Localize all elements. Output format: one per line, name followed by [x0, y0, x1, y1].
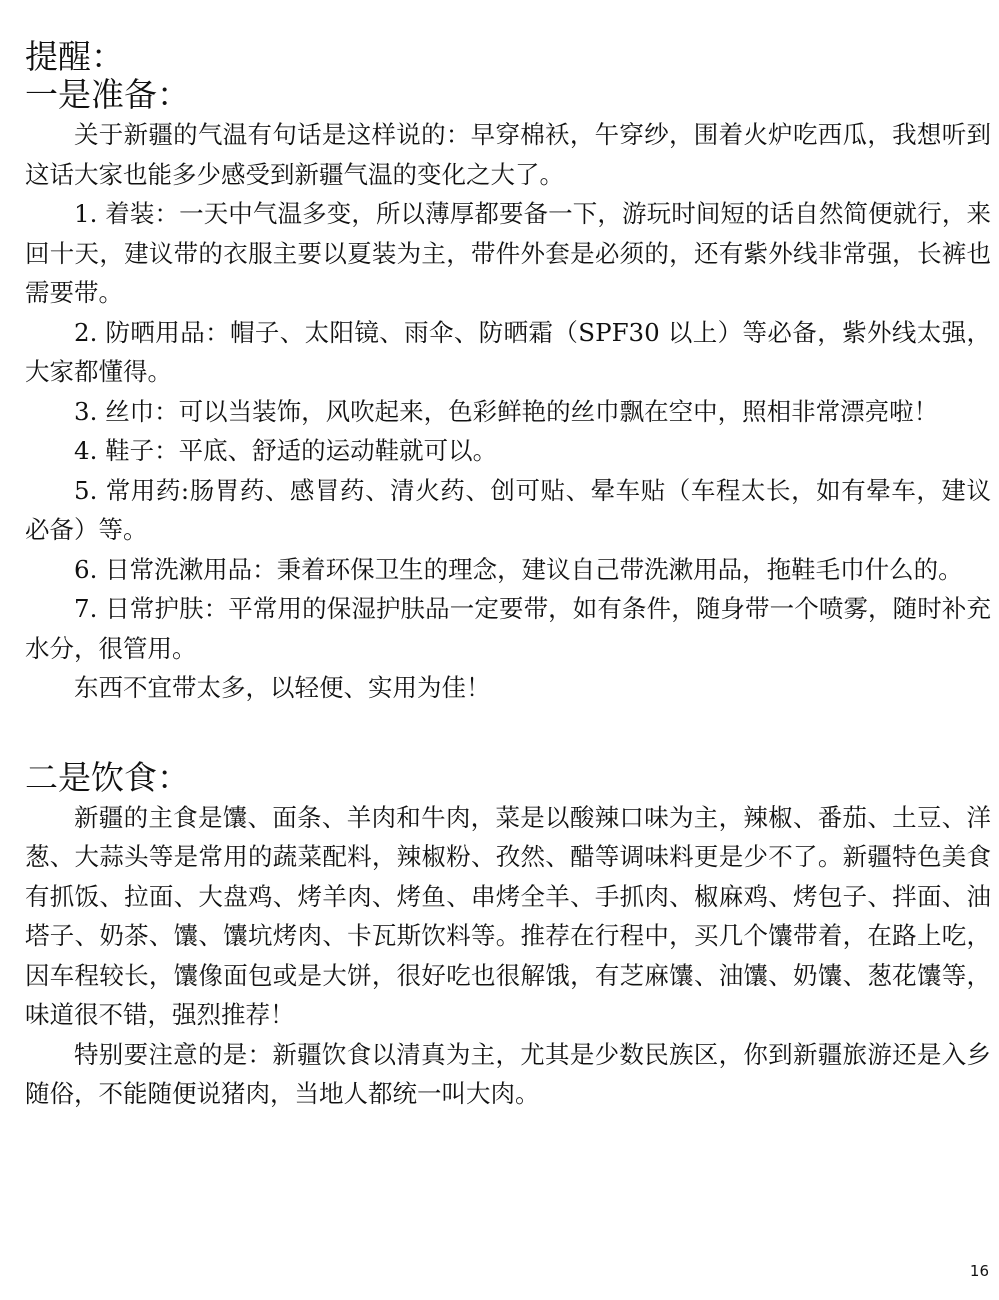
- clothing-paragraph: 1. 着装：一天中气温多变，所以薄厚都要备一下，游玩时间短的话自然简便就行，来回十天，建议带的衣服主要以夏装为主，带件外套是必须的，还有紫外线非常强，长裤也需要带。: [25, 199, 991, 307]
- reminder-heading: 提醒：: [25, 37, 124, 76]
- preparation-heading: 一是准备：: [25, 75, 190, 114]
- food-overview-paragraph: 新疆的主食是馕、面条、羊肉和牛肉，菜是以酸辣口味为主，辣椒、番茄、土豆、洋葱、大蒜头等是常用的蔬菜配料，辣椒粉、孜然、醋等调味料更是少不了。新疆特色美食有抓饭、拉面、大盘鸡、烤羊肉、烤鱼、串烤全羊、手抓肉、椒麻鸡、烤包子、拌面、油塔子、奶茶、馕、馕坑烤肉、卡瓦斯饮料等。推荐在行程中，买几个馕带着，在路上吃，因车程较长，馕像面包或是大饼，很好吃也很解饿，有芝麻馕、油馕、奶馕、葱花馕等，味道很不错，强烈推荐！: [25, 802, 991, 1029]
- toiletries-paragraph: 6. 日常洗漱用品：秉着环保卫生的理念，建议自己带洗漱用品，拖鞋毛巾什么的。: [74, 554, 963, 584]
- food-notice-paragraph: 特别要注意的是：新疆饮食以清真为主，尤其是少数民族区，你到新疆旅游还是入乡随俗，不能随便说猪肉，当地人都统一叫大肉。: [25, 1039, 991, 1108]
- sun-protection-paragraph: 2. 防晒用品：帽子、太阳镜、雨伞、防晒霜（SPF30 以上）等必备，紫外线太强，大家都懂得。: [25, 317, 991, 386]
- page-number: 16: [969, 1262, 989, 1280]
- food-heading: 二是饮食：: [25, 757, 190, 797]
- scarf-paragraph: 3. 丝巾：可以当装饰，风吹起来，色彩鲜艳的丝巾飘在空中，照相非常漂亮啦！: [74, 396, 939, 426]
- packing-tip-paragraph: 东西不宜带太多，以轻便、实用为佳！: [74, 673, 491, 702]
- document-page: [25, 38, 991, 1114]
- medicine-paragraph: 5. 常用药:肠胃药、感冒药、清火药、创可贴、晕车贴（车程太长，如有晕车，建议必备）等。: [25, 475, 991, 544]
- food-section: [25, 758, 991, 1114]
- skincare-paragraph: 7. 日常护肤：平常用的保湿护肤品一定要带，如有条件，随身带一个喷雾，随时补充水分，很管用。: [25, 594, 991, 663]
- preparation-intro-paragraph: 关于新疆的气温有句话是这样说的：早穿棉袄，午穿纱，围着火炉吃西瓜，我想听到这话大家也能多少感受到新疆气温的变化之大了。: [25, 120, 991, 189]
- preparation-section: [25, 75, 991, 708]
- shoes-paragraph: 4. 鞋子：平底、舒适的运动鞋就可以。: [74, 436, 498, 465]
